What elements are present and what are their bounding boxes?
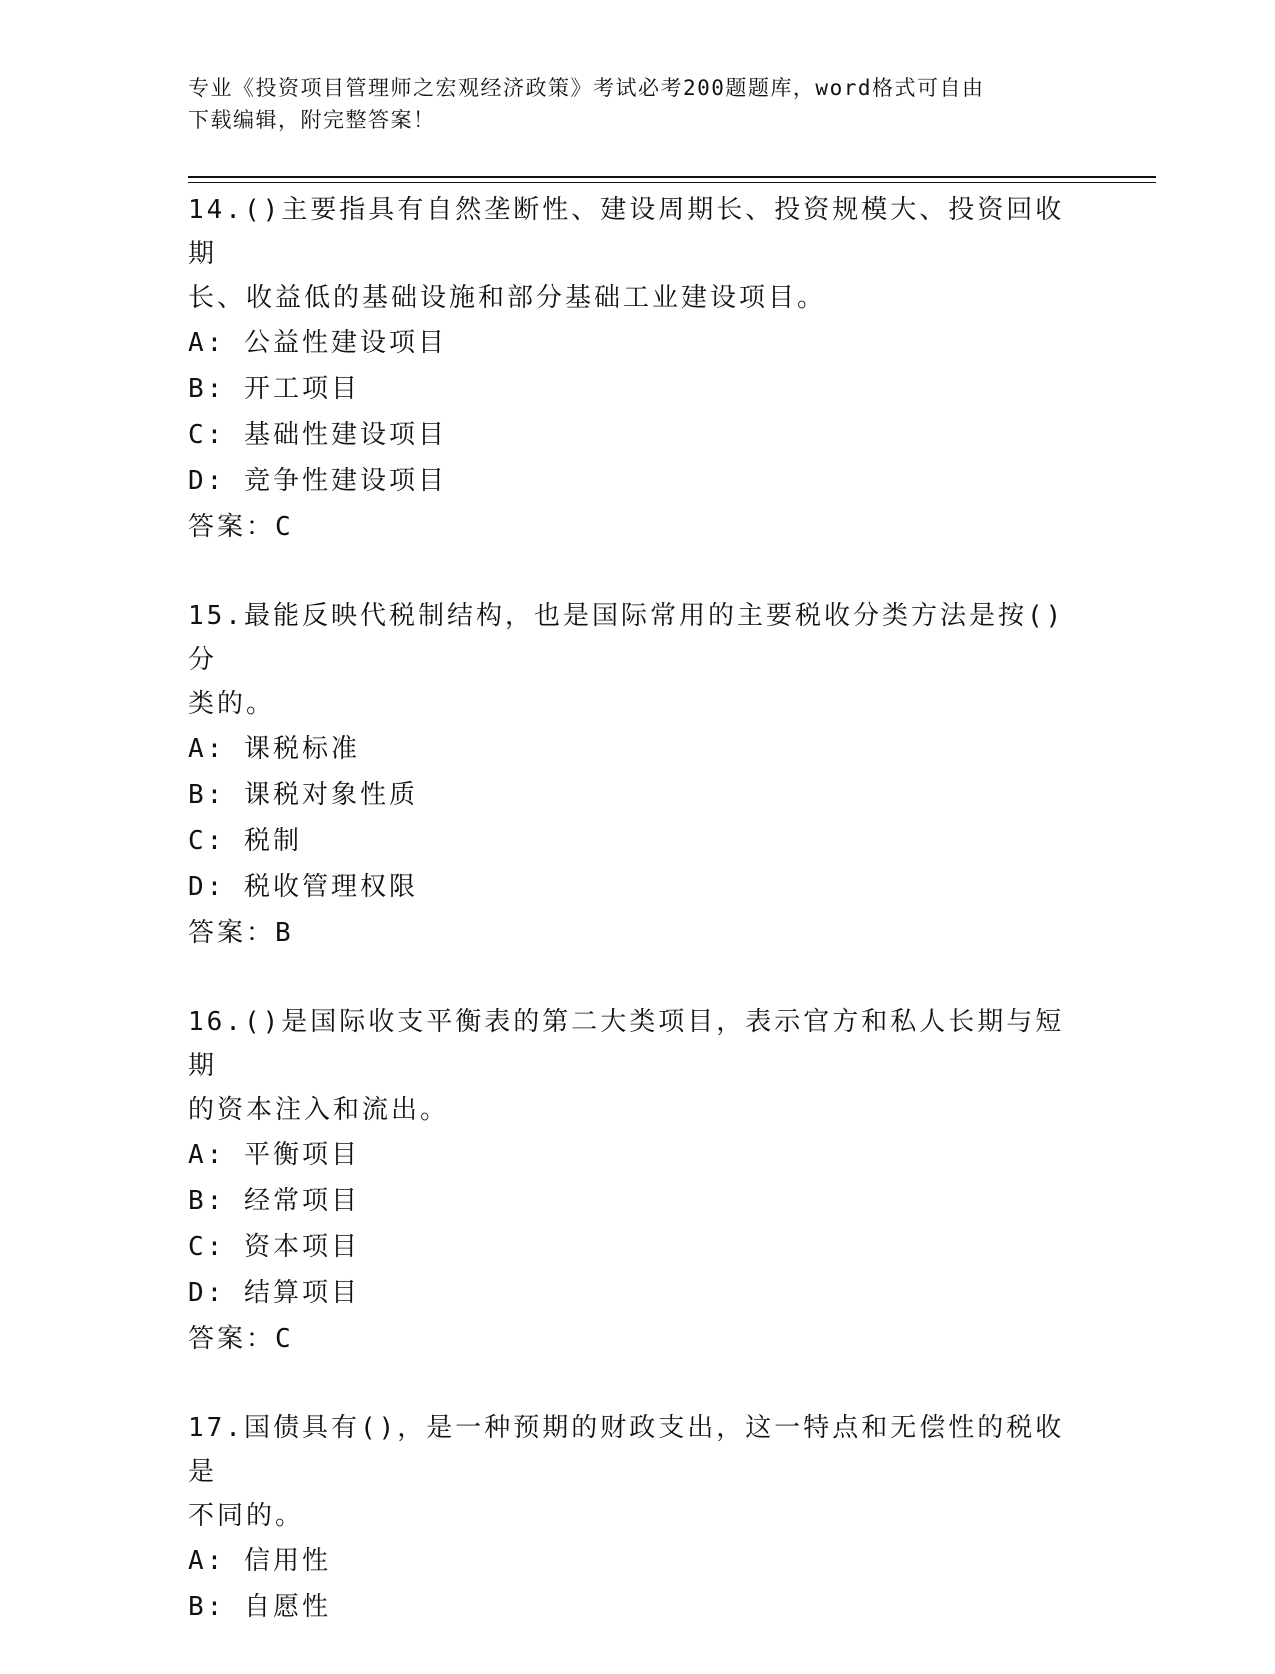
- question-15: [188, 594, 1088, 956]
- answer-line: [188, 504, 1088, 550]
- document-header: [188, 72, 1068, 136]
- option-text: 课税对象性质: [243, 780, 418, 810]
- header-line-2: 下载编辑，附完整答案！: [188, 108, 436, 132]
- answer-line: [188, 910, 1088, 956]
- option-label: C:: [188, 1232, 226, 1262]
- option-d: [188, 864, 1088, 910]
- question-stem-line-1: 15.最能反映代税制结构，也是国际常用的主要税收分类方法是按()分: [188, 601, 1065, 675]
- answer-value: B: [275, 918, 294, 948]
- question-stem: [188, 1406, 1088, 1538]
- option-label: D:: [188, 872, 226, 902]
- question-stem: [188, 594, 1088, 726]
- answer-line: [188, 1316, 1088, 1362]
- option-c: [188, 818, 1088, 864]
- header-divider-thick: [188, 176, 1156, 178]
- option-label: B:: [188, 1186, 226, 1216]
- option-label: C:: [188, 826, 226, 856]
- option-label: B:: [188, 1592, 226, 1622]
- question-14: [188, 188, 1088, 550]
- option-text: 课税标准: [243, 734, 360, 764]
- option-text: 结算项目: [243, 1278, 360, 1308]
- option-label: A:: [188, 1546, 226, 1576]
- option-text: 税收管理权限: [243, 872, 418, 902]
- question-stem-line-2: 不同的。: [188, 1501, 305, 1531]
- option-text: 自愿性: [243, 1592, 331, 1622]
- option-a: [188, 1132, 1088, 1178]
- option-text: 资本项目: [243, 1232, 360, 1262]
- option-text: 税制: [243, 826, 302, 856]
- question-stem-line-1: 14.()主要指具有自然垄断性、建设周期长、投资规模大、投资回收期: [188, 195, 1065, 269]
- option-a: [188, 726, 1088, 772]
- option-label: B:: [188, 780, 226, 810]
- question-stem-line-1: 17.国债具有()，是一种预期的财政支出，这一特点和无偿性的税收是: [188, 1413, 1065, 1487]
- option-label: A:: [188, 734, 226, 764]
- option-text: 基础性建设项目: [243, 420, 447, 450]
- header-line-1: 专业《投资项目管理师之宏观经济政策》考试必考200题题库，word格式可自由: [188, 76, 985, 100]
- answer-label: 答案：: [188, 1324, 276, 1354]
- option-text: 信用性: [243, 1546, 331, 1576]
- question-stem-line-2: 长、收益低的基础设施和部分基础工业建设项目。: [188, 283, 827, 313]
- option-b: [188, 772, 1088, 818]
- option-b: [188, 1178, 1088, 1224]
- question-16: [188, 1000, 1088, 1362]
- option-a: [188, 320, 1088, 366]
- answer-value: C: [275, 512, 294, 542]
- option-text: 开工项目: [243, 374, 360, 404]
- option-b: [188, 1584, 1088, 1630]
- option-text: 竞争性建设项目: [243, 466, 447, 496]
- question-list: [188, 188, 1088, 1674]
- option-text: 公益性建设项目: [243, 328, 447, 358]
- header-divider-thin: [188, 182, 1156, 183]
- question-stem: [188, 188, 1088, 320]
- question-stem: [188, 1000, 1088, 1132]
- question-17: [188, 1406, 1088, 1630]
- option-text: 经常项目: [243, 1186, 360, 1216]
- option-label: D:: [188, 1278, 226, 1308]
- answer-label: 答案：: [188, 918, 276, 948]
- option-label: A:: [188, 328, 226, 358]
- option-label: C:: [188, 420, 226, 450]
- option-b: [188, 366, 1088, 412]
- question-stem-line-2: 类的。: [188, 689, 276, 719]
- option-d: [188, 458, 1088, 504]
- question-stem-line-1: 16.()是国际收支平衡表的第二大类项目，表示官方和私人长期与短期: [188, 1007, 1065, 1081]
- question-stem-line-2: 的资本注入和流出。: [188, 1095, 450, 1125]
- option-a: [188, 1538, 1088, 1584]
- option-label: D:: [188, 466, 226, 496]
- answer-label: 答案：: [188, 512, 276, 542]
- option-c: [188, 1224, 1088, 1270]
- option-text: 平衡项目: [243, 1140, 360, 1170]
- answer-value: C: [275, 1324, 294, 1354]
- option-c: [188, 412, 1088, 458]
- option-d: [188, 1270, 1088, 1316]
- option-label: B:: [188, 374, 226, 404]
- option-label: A:: [188, 1140, 226, 1170]
